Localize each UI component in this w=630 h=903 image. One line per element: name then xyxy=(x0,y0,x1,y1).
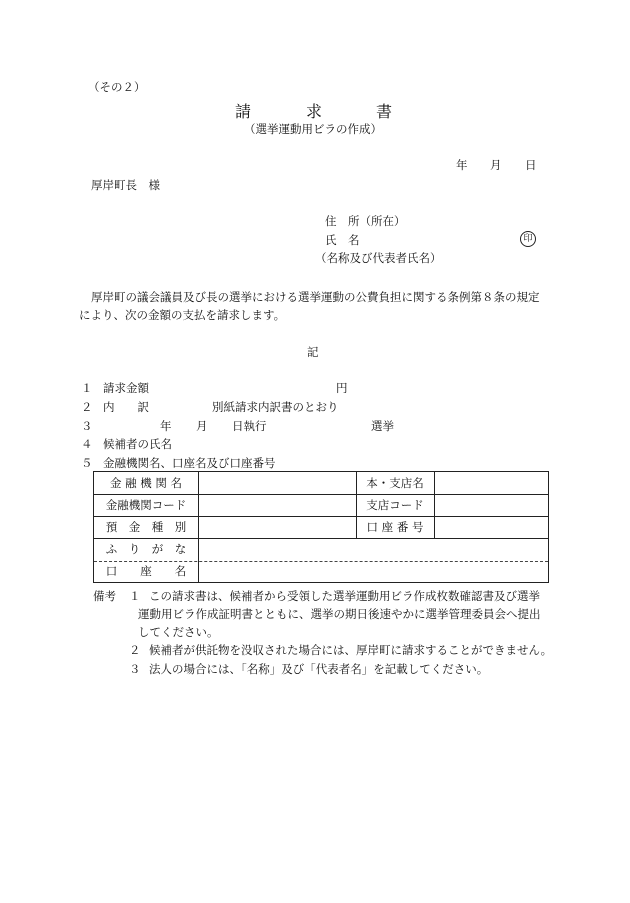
bank-account-table xyxy=(93,471,549,583)
note-1-line-1: この請求書は、候補者から受領した選挙運動用ビラ作成枚数確認書及び選挙 xyxy=(149,589,540,603)
branch-name-field[interactable] xyxy=(435,472,548,494)
item-5-label: 金融機関名、口座名及び口座番号 xyxy=(103,456,276,470)
note-3-number: ３ xyxy=(129,662,141,676)
item-1-number: １ xyxy=(81,381,93,395)
account-number-field[interactable] xyxy=(435,516,548,538)
name-note: （名称及び代表者氏名） xyxy=(315,251,442,265)
item-3-month: 月 xyxy=(196,419,208,433)
date-day: 日 xyxy=(525,158,537,172)
account-name-field[interactable] xyxy=(199,560,548,582)
item-2-number: ２ xyxy=(81,400,93,414)
furigana-field[interactable] xyxy=(199,538,548,560)
item-5-number: ５ xyxy=(81,456,93,470)
form-number: （その２） xyxy=(88,80,146,94)
item-4-number: ４ xyxy=(81,437,93,451)
note-2-text: 候補者が供託物を没収された場合には、厚岸町に請求することができません。 xyxy=(149,643,553,657)
bank-name-field[interactable] xyxy=(199,472,356,494)
item-3-year: 年 xyxy=(160,419,172,433)
title-char-2: 求 xyxy=(306,102,323,121)
addressee: 厚岸町長 様 xyxy=(91,178,160,192)
item-3-day-exec: 日執行 xyxy=(232,419,267,433)
date-month: 月 xyxy=(490,158,502,172)
note-1-number: １ xyxy=(129,589,141,603)
ki-heading: 記 xyxy=(307,345,319,359)
title-char-3: 書 xyxy=(376,102,393,121)
branch-code-field[interactable] xyxy=(435,494,548,516)
item-3-number: ３ xyxy=(81,419,93,433)
branch-code-label: 支店コード xyxy=(366,498,424,512)
item-4-label: 候補者の氏名 xyxy=(103,437,172,451)
date-year: 年 xyxy=(456,158,468,172)
body-line-1: 厚岸町の議会議員及び長の選挙における選挙運動の公費負担に関する条例第８条の規定 xyxy=(91,290,540,304)
address-label: 住 所（所在） xyxy=(325,214,406,228)
account-name-label: 口 座 名 xyxy=(105,564,187,578)
item-1-yen: 円 xyxy=(336,381,348,395)
item-2-value: 別紙請求内訳書のとおり xyxy=(212,400,339,414)
note-3-text: 法人の場合には、「名称」及び「代表者名」を記載してください。 xyxy=(149,662,489,676)
deposit-type-label: 預 金 種 別 xyxy=(105,520,187,534)
seal-mark: 印 xyxy=(520,231,536,247)
item-1-label: 請求金額 xyxy=(103,381,149,395)
item-3-election: 選挙 xyxy=(371,419,394,433)
name-label: 氏 名 xyxy=(325,233,360,247)
furigana-label: ふ り が な xyxy=(105,542,187,556)
body-line-2: により、次の金額の支払を請求します。 xyxy=(79,308,286,322)
note-1-line-2: 運動用ビラ作成証明書とともに、選挙の期日後速やかに選挙管理委員会へ提出 xyxy=(138,607,541,621)
deposit-type-field[interactable] xyxy=(199,516,356,538)
bank-name-label: 金 融 機 関 名 xyxy=(109,476,183,490)
account-number-label: 口 座 番 号 xyxy=(366,520,424,534)
note-1-line-3: してください。 xyxy=(138,625,219,639)
note-2-number: ２ xyxy=(129,643,141,657)
bank-code-label: 金融機関コード xyxy=(105,498,187,512)
bank-code-field[interactable] xyxy=(199,494,356,516)
notes-label: 備考 xyxy=(93,589,116,603)
branch-name-label: 本・支店名 xyxy=(366,476,424,490)
title-char-1: 請 xyxy=(235,102,252,121)
subtitle: （選挙運動用ビラの作成） xyxy=(244,122,382,136)
item-2-label: 内 訳 xyxy=(103,400,149,414)
